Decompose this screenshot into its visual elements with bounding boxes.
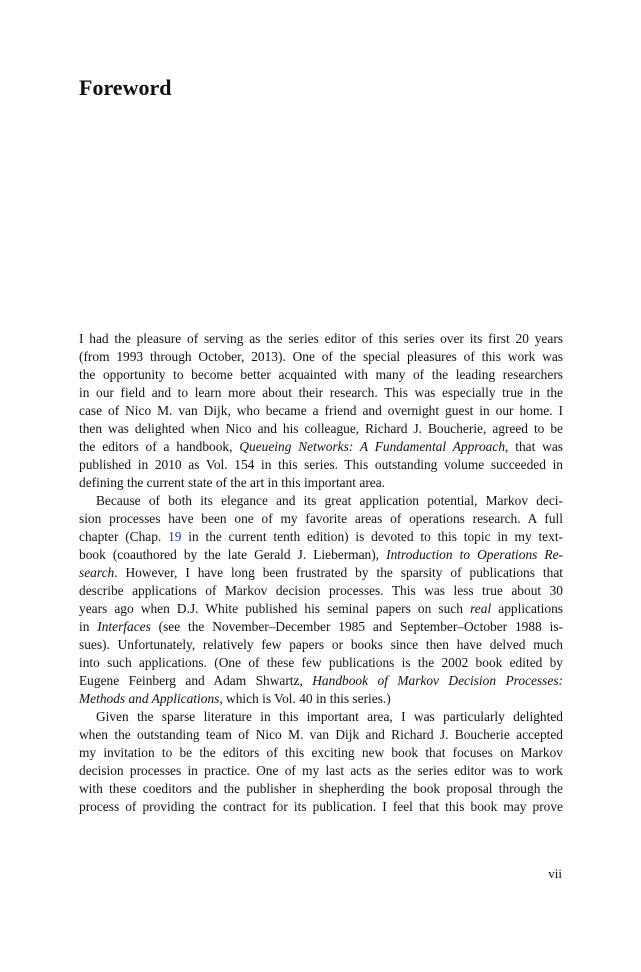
text-run: published in 2010 as Vol. 154 in this series. This outstanding volume succeeded in: [79, 457, 563, 472]
text-line: [79, 420, 563, 438]
text-run: describe applications of Markov decision processes. This was less true about 30: [79, 583, 563, 598]
text-line: [79, 402, 563, 420]
italic-text-run: real: [470, 601, 492, 616]
text-run: defining the current state of the art in this important area.: [79, 475, 386, 490]
text-line: [79, 456, 563, 474]
text-run: , which is Vol. 40 in this series.): [219, 691, 391, 706]
text-line: [79, 798, 563, 816]
italic-text-run: search: [79, 565, 115, 580]
text-run: book (coauthored by the late Gerald J. Lieberman),: [79, 547, 387, 562]
text-line: [79, 510, 563, 528]
text-line: [79, 564, 563, 582]
text-run: process of providing the contract for its publication. I feel that this book may prove: [79, 799, 563, 814]
italic-text-run: Interfaces: [97, 619, 151, 634]
text-line: [79, 366, 563, 384]
text-line: [79, 348, 563, 366]
text-line: [79, 636, 563, 654]
text-line: [79, 384, 563, 402]
text-run: Because of both its elegance and its great application potential, Markov deci-: [96, 493, 563, 508]
text-line: [79, 546, 563, 564]
text-line: [79, 744, 563, 762]
text-line: [79, 600, 563, 618]
text-run: in: [79, 619, 98, 634]
text-run: the editors of a handbook,: [79, 439, 240, 454]
text-line: [79, 654, 563, 672]
text-line: [79, 708, 563, 726]
text-line: [79, 528, 563, 546]
text-run: case of Nico M. van Dijk, who became a friend and overnight guest in our home. I: [79, 403, 563, 418]
text-run: Given the sparse literature in this important area, I was particularly delighted: [96, 709, 563, 724]
text-run: decision processes in practice. One of my last acts as the series editor was to work: [79, 763, 563, 778]
italic-text-run: Handbook of Markov Decision Processes:: [312, 673, 563, 688]
text-run: Eugene Feinberg and Adam Shwartz,: [79, 673, 313, 688]
text-run: , that was: [505, 439, 563, 454]
text-run: in our field and to learn more about their research. This was especially true in the: [79, 385, 563, 400]
text-line: [79, 780, 563, 798]
text-run: chapter (Chap.: [79, 529, 169, 544]
text-line: [79, 726, 563, 744]
text-line: [79, 582, 563, 600]
foreword-body: [79, 330, 563, 816]
page-number: vii: [548, 866, 562, 881]
text-line: [79, 492, 563, 510]
text-line: [79, 690, 563, 708]
text-run: then was delighted when Nico and his colleague, Richard J. Boucherie, agreed to be: [79, 421, 563, 436]
text-line: [79, 618, 563, 636]
text-run: into such applications. (One of these few publications is the 2002 book edited by: [79, 655, 563, 670]
text-line: [79, 330, 563, 348]
chapter-title: Foreword: [79, 75, 172, 100]
text-line: [79, 474, 563, 492]
text-run: sion processes have been one of my favorite areas of operations research. A full: [79, 511, 563, 526]
text-run: sues). Unfortunately, relatively few papers or books since then have delved much: [79, 637, 563, 652]
italic-text-run: Methods and Applications: [79, 691, 220, 706]
text-run: with these coeditors and the publisher in shepherding the book proposal through the: [79, 781, 563, 796]
text-run: my invitation to be the editors of this exciting new book that focuses on Markov: [79, 745, 563, 760]
text-line: [79, 672, 563, 690]
text-run: . However, I have long been frustrated by the sparsity of publications that: [114, 565, 563, 580]
text-run: the opportunity to become better acquainted with many of the leading researchers: [79, 367, 563, 382]
text-run: (see the November–December 1985 and September–October 1988 is-: [150, 619, 563, 634]
text-run: applications: [491, 601, 563, 616]
text-run: years ago when D.J. White published his seminal papers on such: [79, 601, 471, 616]
text-run: in the current tenth edition) is devoted to this topic in my text-: [181, 529, 564, 544]
text-line: [79, 438, 563, 456]
chapter-reference-link[interactable]: 19: [168, 529, 182, 544]
italic-text-run: Introduction to Operations Re-: [386, 547, 564, 562]
text-run: (from 1993 through October, 2013). One of the special pleasures of this work was: [79, 349, 563, 364]
text-line: [79, 762, 563, 780]
text-run: I had the pleasure of serving as the series editor of this series over its first 20 years: [79, 331, 563, 346]
italic-text-run: Queueing Networks: A Fundamental Approach: [239, 439, 506, 454]
text-run: when the outstanding team of Nico M. van Dijk and Richard J. Boucherie accepted: [79, 727, 563, 742]
